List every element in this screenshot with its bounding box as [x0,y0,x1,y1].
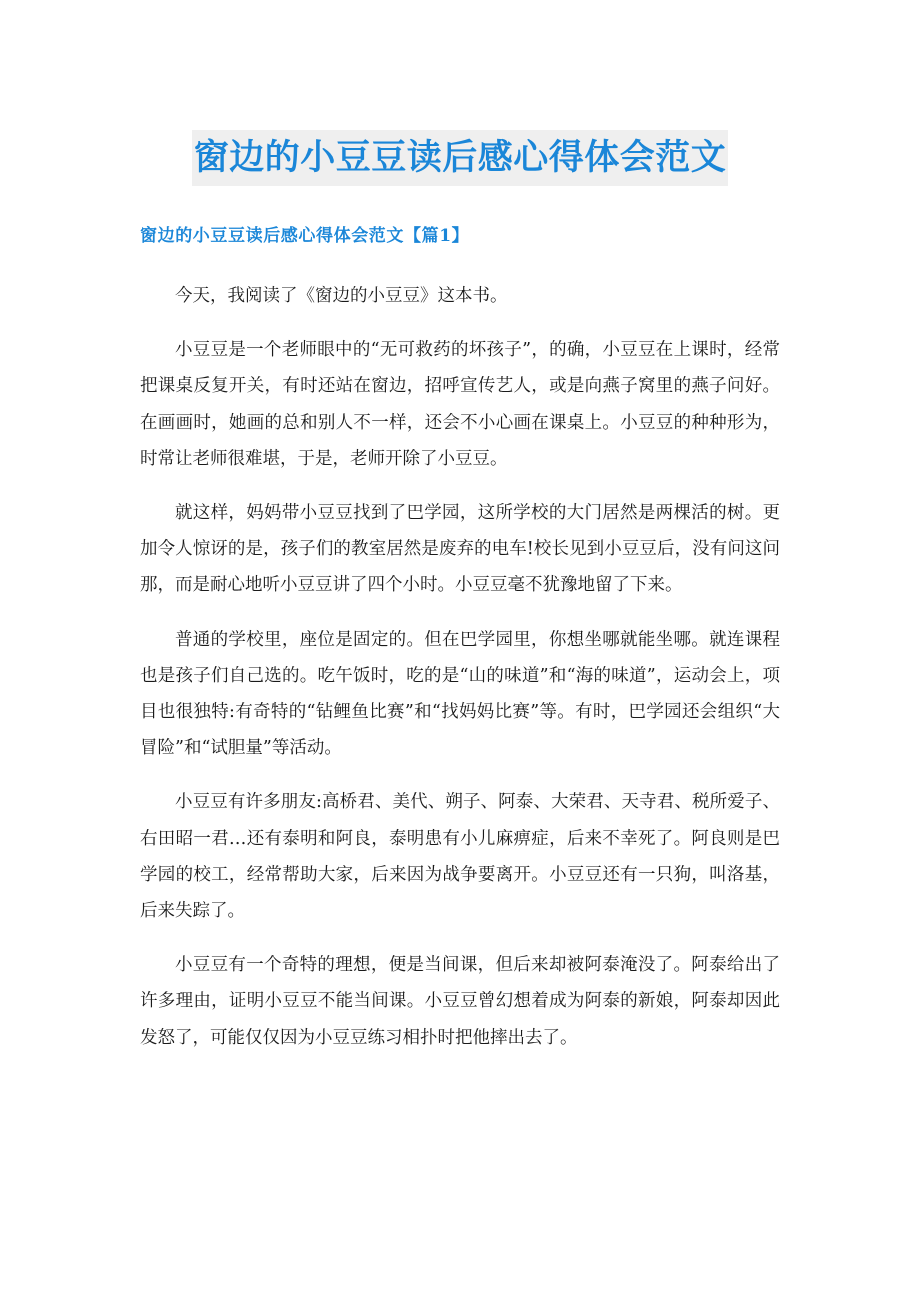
document-title [0,130,920,186]
paragraph-1: 今天，我阅读了《窗边的小豆豆》这本书。 [175,286,508,306]
paragraph-5: 小豆豆有许多朋友:高桥君、美代、朔子、阿泰、大荣君、天寺君、税所爱子、右田昭一君…还有泰明和阿良，泰明患有小儿麻痹症，后来不幸死了。阿良则是巴学园的校工，经常帮助大家，后来因为战争要离开。小豆豆还有一只狗，叫洛基，后来失踪了。 [140,792,780,922]
paragraph-6: 小豆豆有一个奇特的理想，便是当间课，但后来却被阿泰淹没了。阿泰给出了许多理由，证明小豆豆不能当间课。小豆豆曾幻想着成为阿泰的新娘，阿泰却因此发怒了，可能仅仅因为小豆豆练习相扑时把他摔出去了。 [140,955,780,1048]
section-heading: 窗边的小豆豆读后感心得体会范文【篇1】 [140,226,470,246]
paragraph-4: 普通的学校里，座位是固定的。但在巴学园里，你想坐哪就能坐哪。就连课程也是孩子们自己选的。吃午饭时，吃的是“山的味道”和“海的味道”，运动会上，项目也很独特:有奇特的“钻鲤鱼比赛”和“找妈妈比赛”等。有时，巴学园还会组织“大冒险”和“试胆量”等活动。 [140,629,780,759]
paragraph-3: 就这样，妈妈带小豆豆找到了巴学园，这所学校的大门居然是两棵活的树。更加令人惊讶的是，孩子们的教室居然是废弃的电车!校长见到小豆豆后，没有问这问那，而是耐心地听小豆豆讲了四个小时。小豆豆毫不犹豫地留了下来。 [140,503,780,596]
document-body [140,278,780,1074]
document-title-text: 窗边的小豆豆读后感心得体会范文 [192,130,729,186]
paragraph-2: 小豆豆是一个老师眼中的“无可救药的坏孩子”，的确，小豆豆在上课时，经常把课桌反复开关，有时还站在窗边，招呼宣传艺人，或是向燕子窝里的燕子问好。在画画时，她画的总和别人不一样，还会不小心画在课桌上。小豆豆的种种形为，时常让老师很难堪，于是，老师开除了小豆豆。 [140,340,780,469]
